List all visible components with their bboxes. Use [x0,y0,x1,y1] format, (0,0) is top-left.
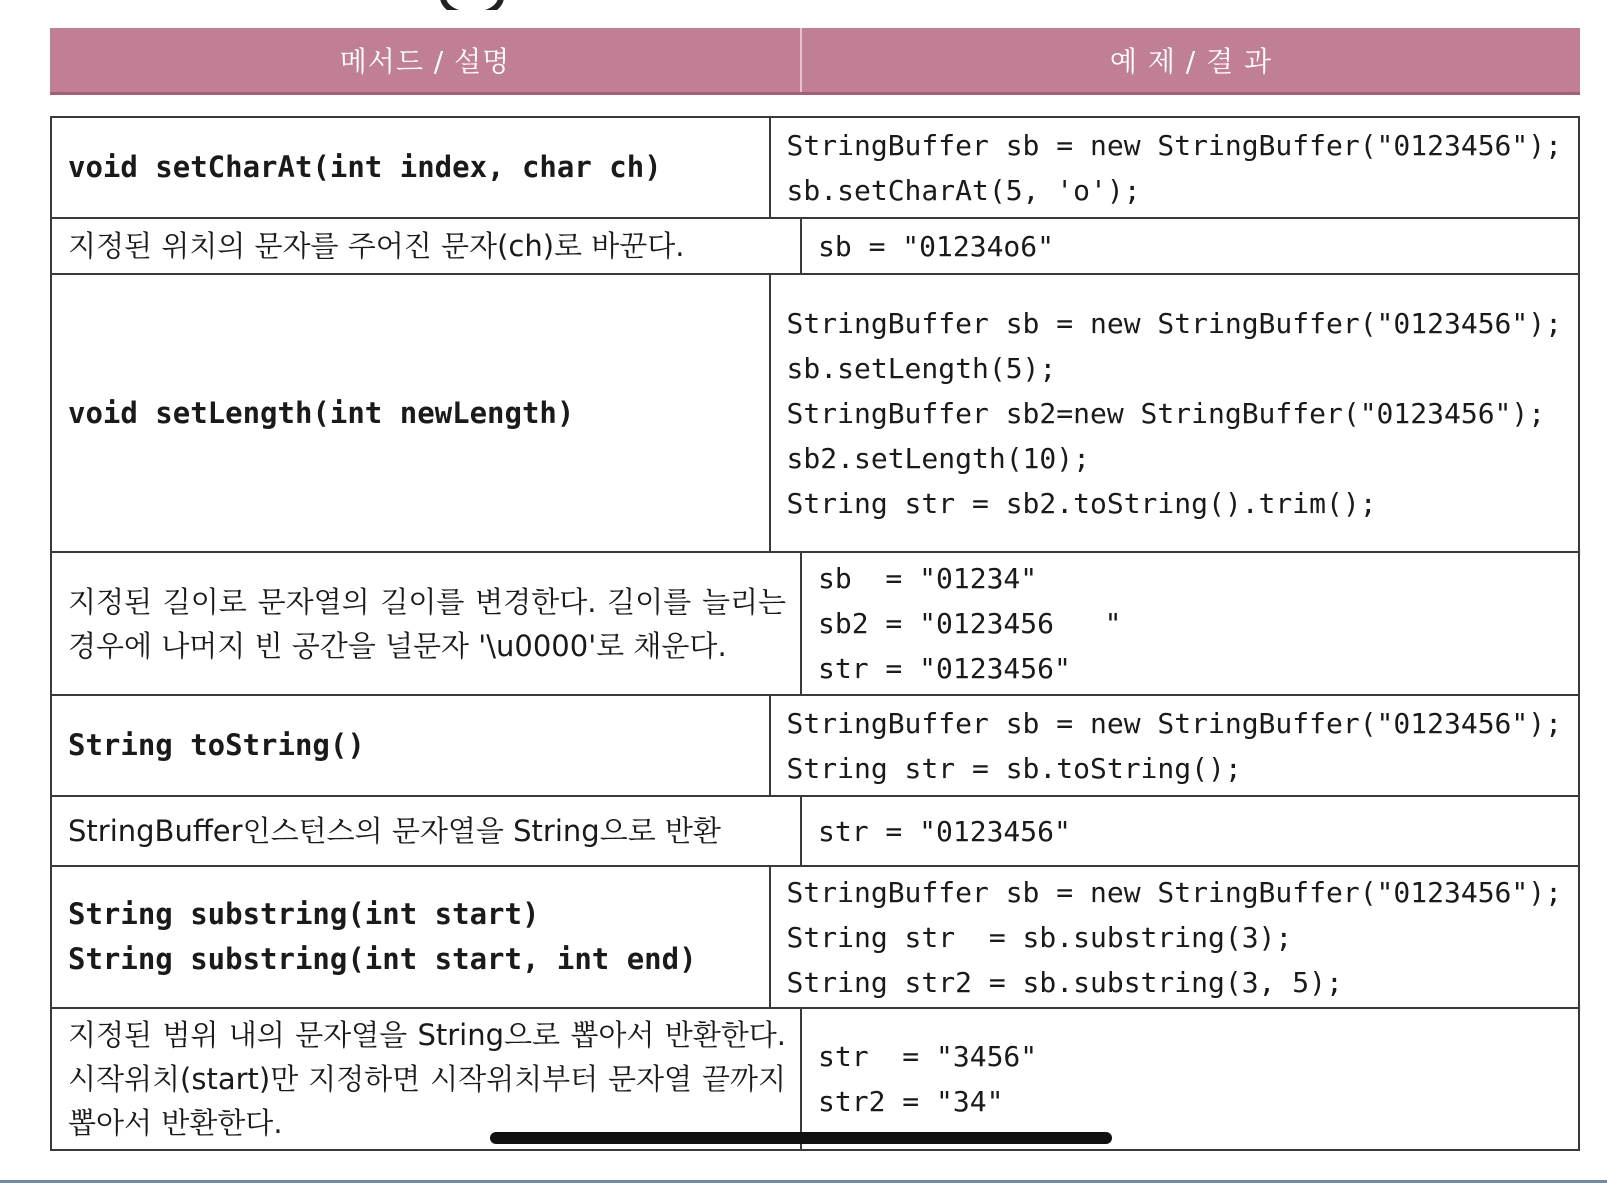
table-row [52,696,1578,797]
result-line: str = "3456" [818,1040,1038,1073]
table-row [52,797,1578,867]
method-description: 지정된 위치의 문자를 주어진 문자(ch)로 바꾼다. [68,229,685,263]
example-line: StringBuffer sb = new StringBuffer("0123456"); [786,875,1562,909]
table-row [52,553,1578,696]
cropped-heading-glyph [440,0,504,10]
description-cell [52,1009,802,1149]
header-example-result: 예 제 / 결 과 [1109,45,1273,78]
example-line: String str = sb2.toString().trim(); [786,486,1377,520]
method-signature: void setCharAt(int index, char ch) [68,150,662,184]
method-signature-cell [52,867,771,1007]
result-line: sb = "01234" [818,562,1038,595]
method-signature: void setLength(int newLength) [68,395,575,430]
header-method-description: 메서드 / 설명 [50,28,802,92]
method-description: 지정된 길이로 문자열의 길이를 변경한다. 길이를 늘리는 경우에 나머지 빈 공간을 널문자 '\u0000'로 채운다. [68,584,786,663]
table-row [52,275,1578,553]
table-row [52,867,1578,1009]
table-row [52,118,1578,219]
method-signature: String toString() [68,728,365,762]
example-line: StringBuffer sb2=new StringBuffer("0123456"); [786,396,1546,430]
result-line: str = "0123456" [818,652,1071,685]
result-line: str = "0123456" [818,814,1071,848]
method-signature: String substring(int start) [68,897,540,931]
method-description: StringBuffer인스턴스의 문자열을 String으로 반환 [68,814,721,848]
example-line: StringBuffer sb = new StringBuffer("0123456"); [786,128,1562,162]
result-cell [802,553,1578,694]
table-row [52,1009,1578,1149]
result-line: sb2 = "0123456 " [818,607,1122,640]
result-cell [802,1009,1578,1149]
description-cell [52,219,802,273]
example-line: String str2 = sb.substring(3, 5); [786,965,1343,999]
top-cropped-strip [0,0,1607,10]
result-line: sb = "01234o6" [818,229,1055,263]
description-cell [52,797,802,865]
example-cell [771,867,1578,1007]
example-line: String str = sb.substring(3); [786,920,1293,954]
result-cell [802,219,1578,273]
method-signature-cell [52,696,771,795]
example-cell [771,118,1578,217]
example-line: sb2.setLength(10); [786,441,1090,475]
example-line: String str = sb.toString(); [786,751,1242,785]
example-cell [771,696,1578,795]
description-cell [52,553,802,694]
method-signature-cell [52,275,771,551]
bottom-divider [0,1180,1607,1183]
method-signature: String substring(int start, int end) [68,942,697,976]
example-line: sb.setCharAt(5, 'o'); [786,173,1141,207]
example-line: StringBuffer sb = new StringBuffer("0123456"); [786,706,1562,740]
method-description: 지정된 범위 내의 문자열을 String으로 뽑아서 반환한다. 시작위치(start)만 지정하면 시작위치부터 문자열 끝까지 뽑아서 반환한다. [68,1018,786,1140]
method-signature-cell [52,118,771,217]
home-indicator[interactable] [490,1132,1112,1144]
example-line: StringBuffer sb = new StringBuffer("0123456"); [786,306,1562,340]
result-cell [802,797,1578,865]
result-line: str2 = "34" [818,1085,1004,1118]
method-table [50,116,1580,1151]
table-header [50,28,1580,95]
table-row [52,219,1578,275]
example-line: sb.setLength(5); [786,351,1057,385]
example-cell [771,275,1578,551]
